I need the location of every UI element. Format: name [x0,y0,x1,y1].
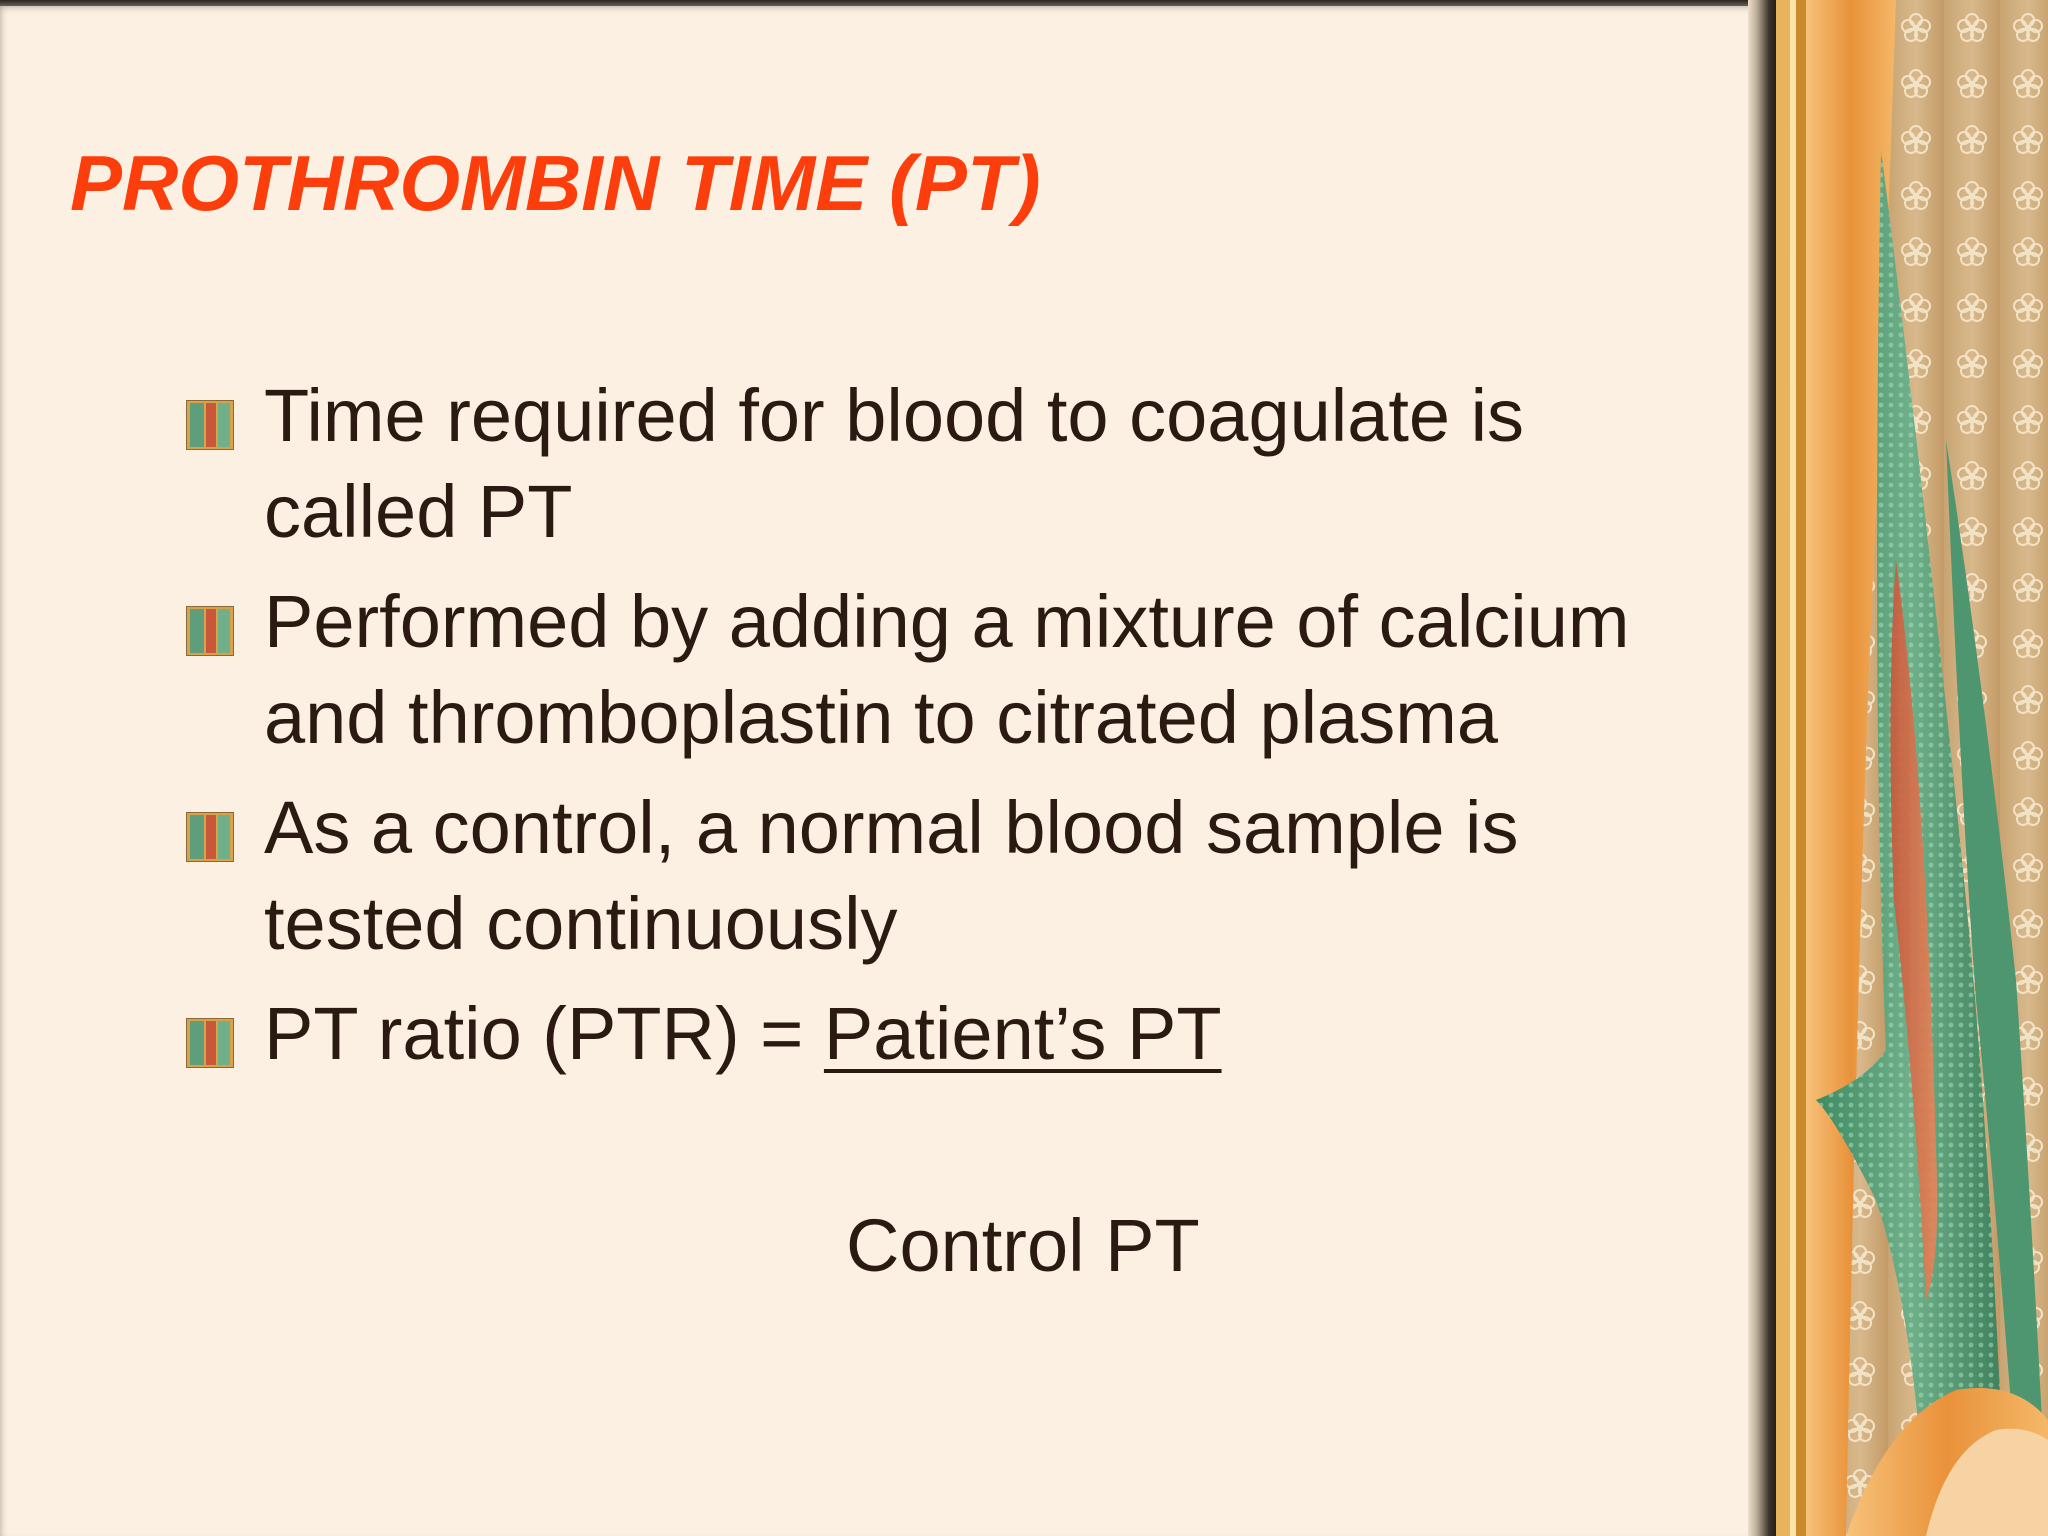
patterned-square-bullet-icon [186,1018,234,1068]
ratio-bullet-item [186,986,1646,1082]
slide-title: PROTHROMBIN TIME (PT) [70,139,1041,227]
bullet-item [186,574,1646,766]
bullet-text: As a control, a normal blood sample is tested continuously [264,786,1519,965]
bullet-list [186,368,1646,1096]
floral-ribbon-decoration [1776,0,2048,1536]
decoration-art [1776,0,2048,1536]
panel-top-shadow [0,0,1770,6]
bullet-text: Time required for blood to coagulate is called PT [264,374,1525,553]
panel-right-shadow [1748,0,1778,1536]
bullet-text: Performed by adding a mixture of calcium and thromboplastin to citrated plasma [264,580,1630,759]
patterned-square-bullet-icon [186,812,234,862]
patterned-square-bullet-icon [186,606,234,656]
bullet-item [186,368,1646,560]
ratio-label: PT ratio (PTR) = [264,992,824,1075]
ratio-denominator: Control PT [846,1204,1200,1287]
ratio-numerator: Patient’s PT [823,992,1222,1075]
patterned-square-bullet-icon [186,400,234,450]
bullet-item [186,780,1646,972]
